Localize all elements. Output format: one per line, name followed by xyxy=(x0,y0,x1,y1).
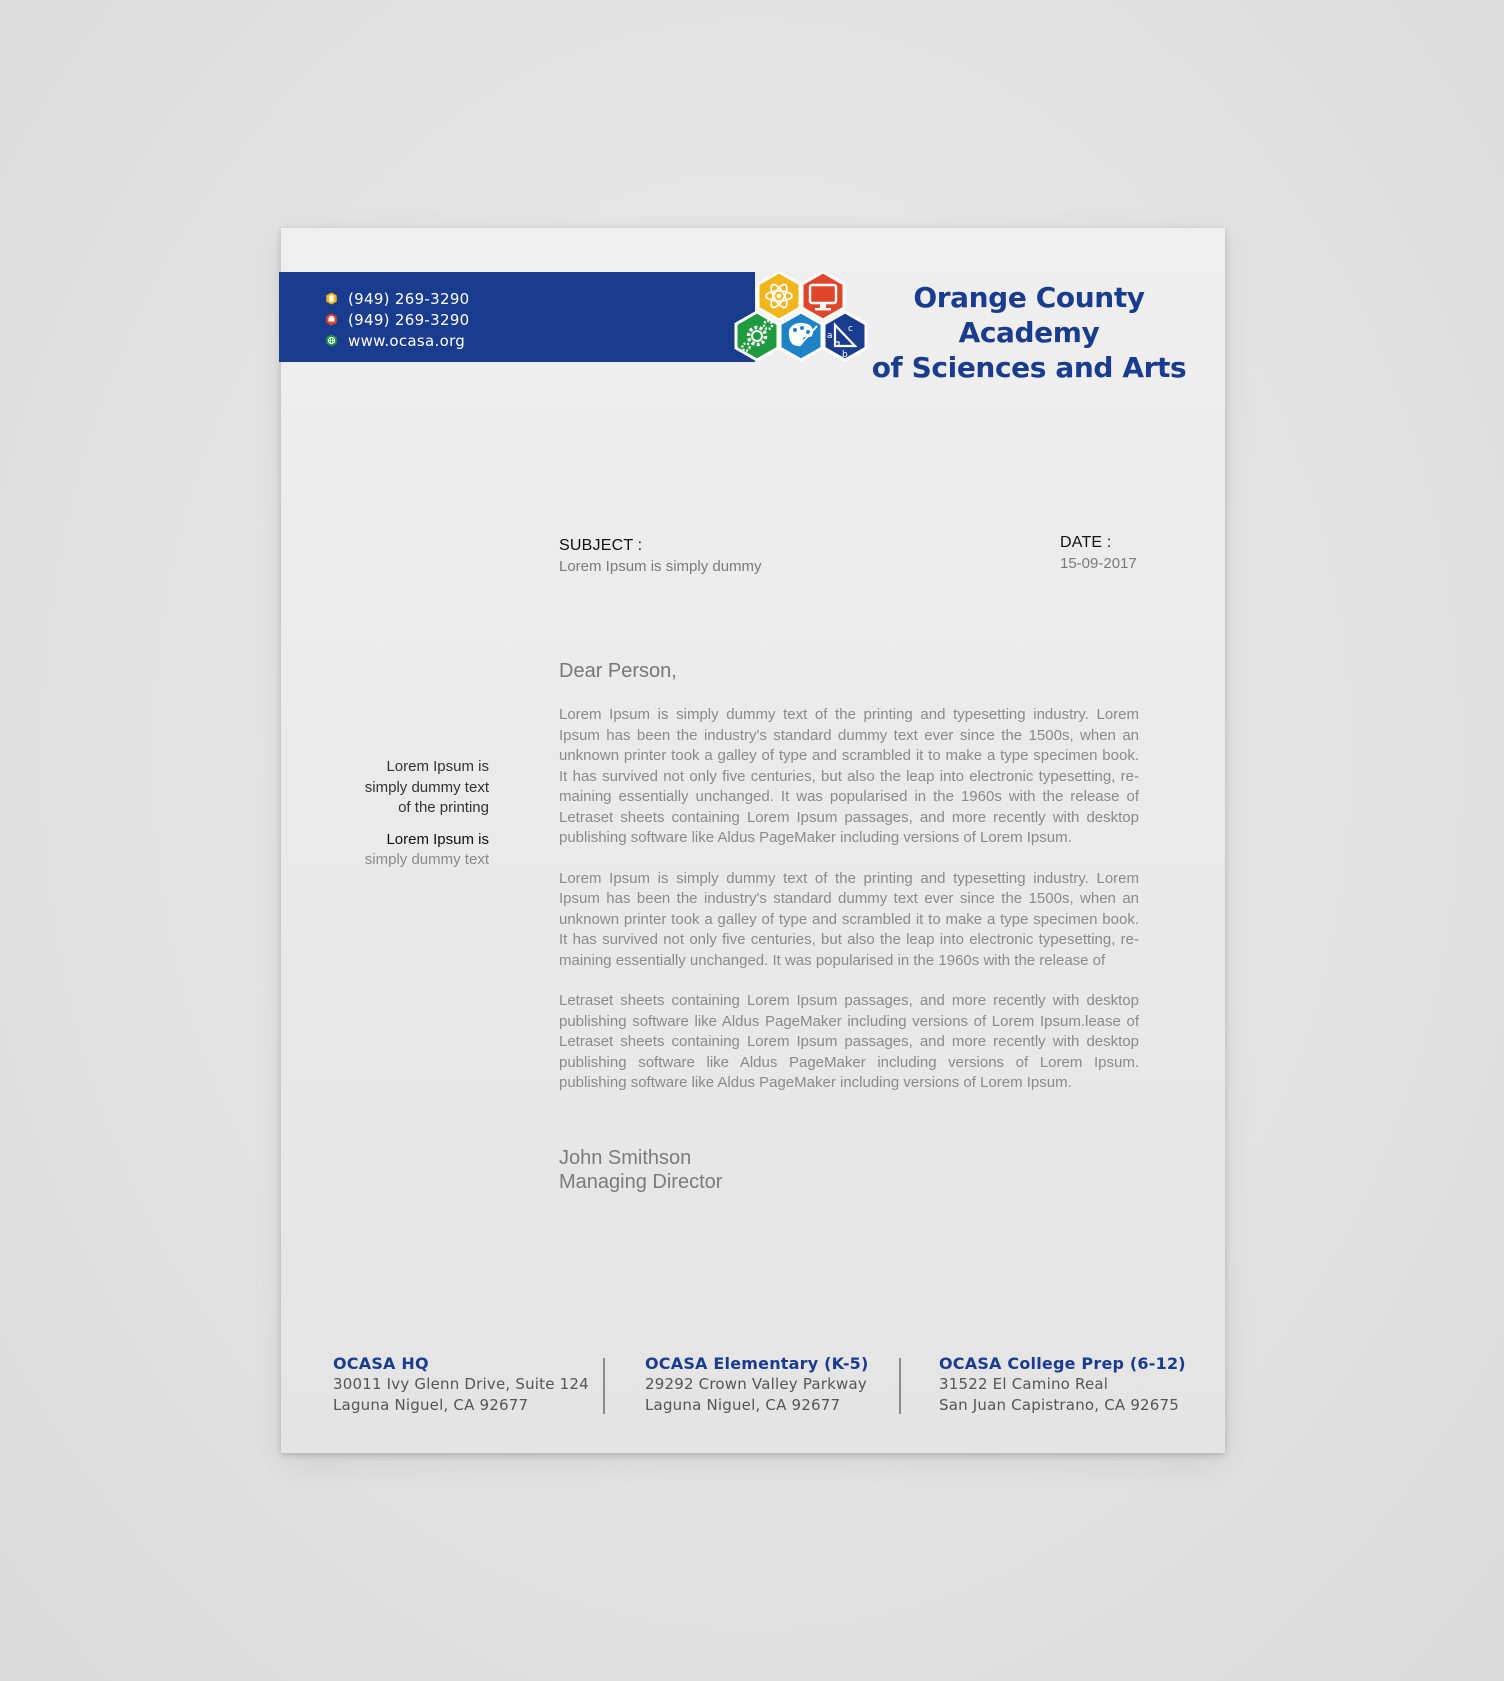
school-name-line-1: Orange County Academy xyxy=(913,281,1145,349)
contact-phone xyxy=(325,288,470,309)
contact-fax xyxy=(325,309,470,330)
contact-fax-text: (949) 269-3290 xyxy=(348,310,470,329)
school-logo xyxy=(727,272,877,366)
sidebar-quote-line-1: Lorem Ipsum is xyxy=(386,758,489,775)
contact-website[interactable] xyxy=(325,330,470,351)
palette-icon xyxy=(780,312,822,360)
letter-body xyxy=(559,705,1139,1114)
location-address-line-1: 31522 El Camino Real xyxy=(939,1375,1109,1393)
logo-letter-c: c xyxy=(848,324,853,334)
monitor-icon xyxy=(802,272,844,320)
gears-icon xyxy=(736,312,778,360)
contact-phone-text: (949) 269-3290 xyxy=(348,289,470,308)
date-label: DATE : xyxy=(1060,534,1112,551)
fax-icon xyxy=(325,313,338,326)
footer-addresses xyxy=(333,1353,1213,1413)
subject-label: SUBJECT : xyxy=(559,537,643,554)
footer-location-college-prep xyxy=(939,1353,1186,1415)
location-address-line-2: Laguna Niguel, CA 92677 xyxy=(645,1395,841,1414)
location-address-line-2: San Juan Capistrano, CA 92675 xyxy=(939,1395,1180,1414)
phone-icon xyxy=(325,292,338,305)
body-paragraph: Letraset sheets containing Lorem Ipsum passages, and more recently with desktop publishing software like Aldus PageMaker including versions of Lorem Ipsum.lease of Letraset sheets containing Lorem Ipsum passages, and more recently with desktop publishing software like Aldus PageMaker including versions of Lorem Ipsum. publishing software like Aldus PageMaker including versions of Lorem Ipsum. xyxy=(559,992,1139,1091)
logo-letter-a: a xyxy=(827,331,833,341)
signature-name: John Smithson xyxy=(559,1147,692,1169)
footer-location-hq xyxy=(333,1353,589,1415)
school-name-line-2: of Sciences and Arts xyxy=(871,351,1187,384)
signature-title: Managing Director xyxy=(559,1171,723,1193)
letterhead-paper xyxy=(281,228,1225,1453)
sidebar-quote-line-2: simply dummy text xyxy=(364,778,489,796)
signature-block xyxy=(559,1146,722,1194)
body-paragraph: Lorem Ipsum is simply dummy text of the printing and typesetting industry. Lorem Ipsum has been the industry's standard dummy text ever since the 1500s, when an unknown printer took a galley of type and scrambled it to make a type specimen book. It has survived not only five centuries, but also the leap into electronic typesetting, re- maining essentially unchanged. It was popularised in the 1960s with the release of xyxy=(559,869,1139,969)
footer-divider xyxy=(603,1358,605,1414)
letter-greeting: Dear Person, xyxy=(559,660,677,682)
atom-icon xyxy=(758,272,800,320)
location-address-line-1: 30011 Ivy Glenn Drive, Suite 124 xyxy=(333,1375,589,1393)
sidebar-quote-line-3: of the printing xyxy=(398,799,489,816)
footer-divider xyxy=(899,1358,901,1414)
location-name: OCASA College Prep (6-12) xyxy=(939,1354,1186,1373)
contact-website-text: www.ocasa.org xyxy=(348,331,466,350)
logo-letter-b: b xyxy=(842,350,848,360)
subject-block xyxy=(559,537,762,575)
globe-icon xyxy=(325,334,338,347)
location-address-line-2: Laguna Niguel, CA 92677 xyxy=(333,1395,529,1414)
sidebar-quote xyxy=(321,757,489,871)
sidebar-quote2-line-1: Lorem Ipsum is xyxy=(386,830,489,848)
contact-list xyxy=(325,288,470,351)
body-paragraph: Lorem Ipsum is simply dummy text of the printing and typesetting industry. Lorem Ipsum has been the industry's standard dummy text ever since the 1500s, when an unknown printer took a galley of type and scrambled it to make a type specimen book. It has survived not only five centuries, but also the leap into electronic typesetting, re- maining essentially unchanged. It was popularised in the 1960s with the release of Letraset sheets containing Lorem Ipsum passages, and more recently with desktop publishing software like Aldus PageMaker including versions of Lorem Ipsum. xyxy=(559,706,1139,846)
location-address-line-1: 29292 Crown Valley Parkway xyxy=(645,1375,867,1393)
footer-location-elementary xyxy=(645,1353,869,1415)
location-name: OCASA HQ xyxy=(333,1354,429,1373)
date-value: 15-09-2017 xyxy=(1060,555,1137,572)
sidebar-quote2-line-2: simply dummy text xyxy=(364,851,489,868)
school-name xyxy=(859,280,1199,385)
header-band xyxy=(279,272,755,362)
subject-value: Lorem Ipsum is simply dummy xyxy=(559,558,762,575)
date-block xyxy=(1060,534,1137,572)
location-name: OCASA Elementary (K-5) xyxy=(645,1354,869,1373)
